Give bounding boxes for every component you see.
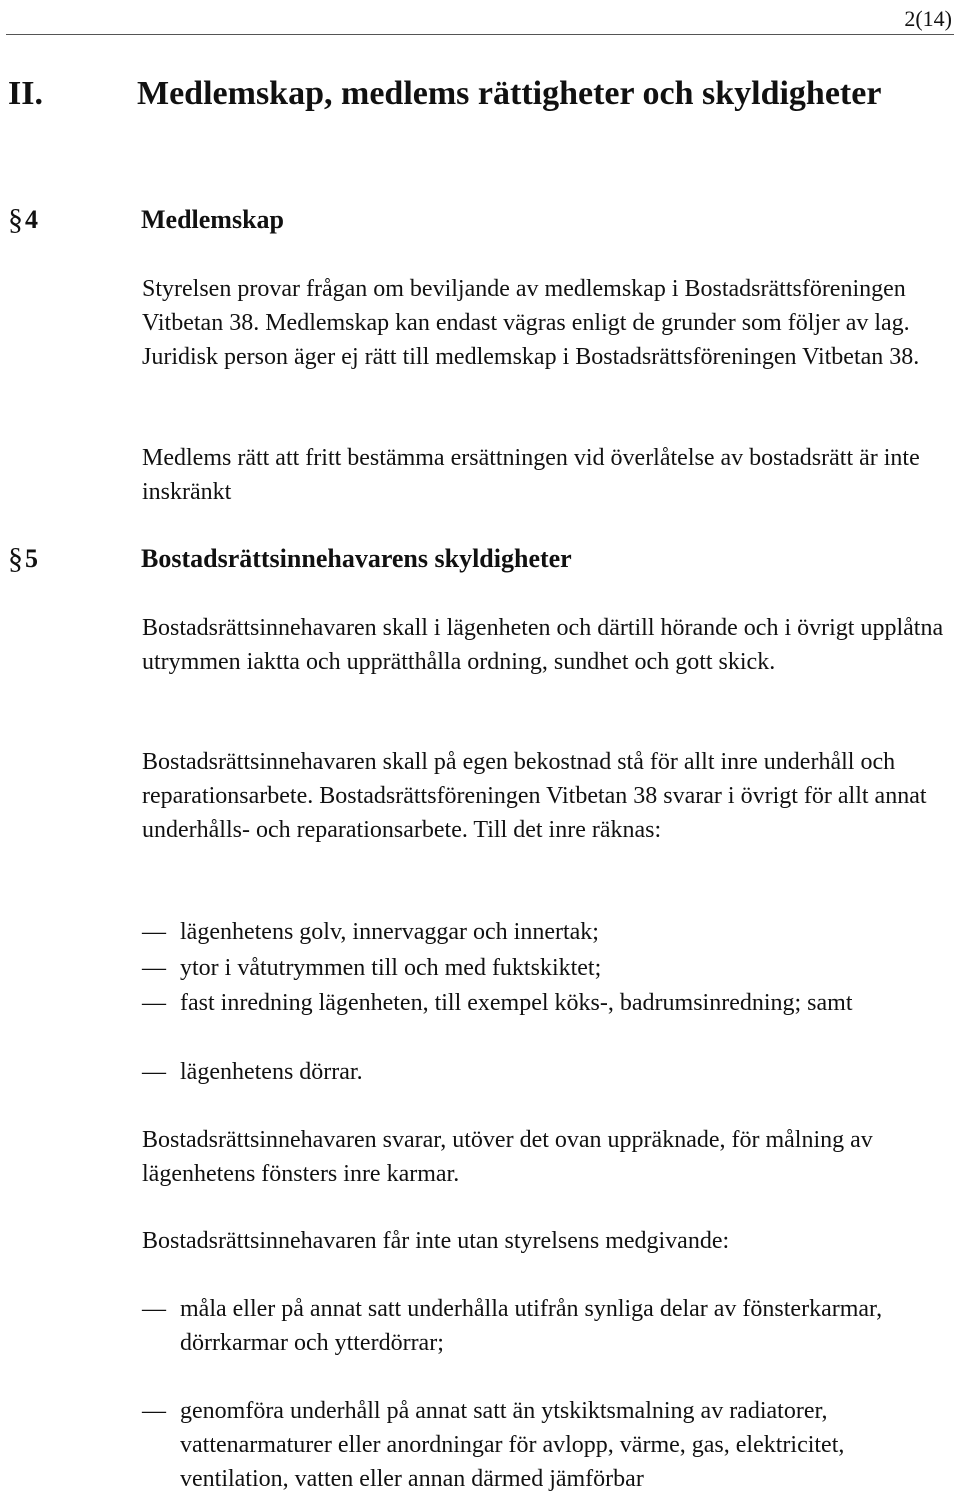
dash-bullet: — [142,1296,166,1322]
inner-list-item [142,986,950,1020]
chapter-title: Medlemskap, medlems rättigheter och skyldigheter [137,75,882,112]
inner-list-item [142,915,950,949]
list-item-text: lägenhetens dörrar. [180,1059,363,1085]
forbidden-list-item [142,1292,950,1360]
list-item-text: ytor i våtutrymmen till och med fuktskiktet; [180,955,602,981]
section-5-paragraph-4: Bostadsrättsinnehavaren får inte utan styrelsens medgivande: [142,1228,730,1254]
list-item-text: genomföra underhåll på annat satt än ytskiktsmalning av radiatorer, vattenarmaturer eller anordningar för avlopp, värme, gas, elektricitet, ventilation, vatten eller annan därmed jämförbar [180,1398,845,1492]
header-rule [6,34,954,35]
section-title: Medlemskap [141,205,284,234]
list-item-text: lägenhetens golv, innervaggar och innertak; [180,919,599,945]
section-4-paragraph-1: Styrelsen provar frågan om beviljande av medlemskap i Bostadsrättsföreningen Vitbetan 38. Medlemskap kan endast vägras enligt de grunder som följer av lag. Juridisk person äger ej rätt till medlemskap i Bostadsrättsföreningen Vitbetan 38. [142,276,920,370]
dash-bullet: — [142,990,166,1016]
dash-bullet: — [142,1059,166,1085]
page-number: 2(14) [904,6,952,31]
section-number: 4 [25,205,38,234]
dash-bullet: — [142,919,166,945]
list-item-text: fast inredning lägenheten, till exempel köks-, badrumsinredning; samt [180,990,853,1016]
chapter-number: II. [8,75,43,112]
inner-list-item [142,1055,950,1089]
section-5-paragraph-3: Bostadsrättsinnehavaren svarar, utöver det ovan uppräknade, för målning av lägenhetens fönsters inre karmar. [142,1127,873,1187]
section-4-paragraph-2: Medlems rätt att fritt bestämma ersättningen vid överlåtelse av bostadsrätt är inte inskränkt [142,445,920,505]
list-item-text: måla eller på annat satt underhålla utifrån synliga delar av fönsterkarmar, dörrkarmar och ytterdörrar; [180,1296,883,1356]
section-number: 5 [25,544,38,573]
inner-list-item [142,951,950,985]
dash-bullet: — [142,955,166,981]
section-symbol: § [8,542,23,575]
section-title: Bostadsrättsinnehavarens skyldigheter [141,544,572,573]
section-symbol: § [8,203,23,236]
forbidden-list-item [142,1394,950,1496]
dash-bullet: — [142,1398,166,1424]
section-5-paragraph-2: Bostadsrättsinnehavaren skall på egen bekostnad stå för allt inre underhåll och reparationsarbete. Bostadsrättsföreningen Vitbetan 38 svarar i övrigt för allt annat underhålls- och reparationsarbete. Till det inre räknas: [142,749,927,843]
section-5-paragraph-1: Bostadsrättsinnehavaren skall i lägenheten och därtill hörande och i övrigt upplåtna utrymmen iaktta och upprätthålla ordning, sundhet och gott skick. [142,615,944,675]
